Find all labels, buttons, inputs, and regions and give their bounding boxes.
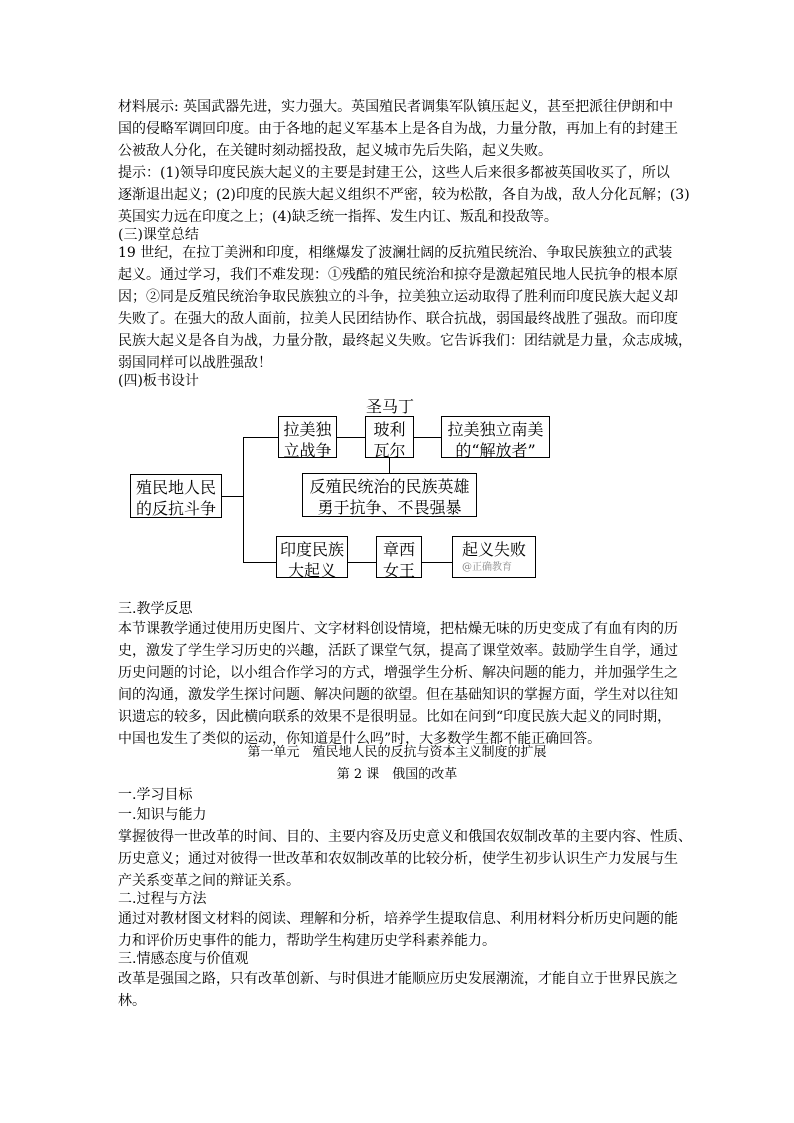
text-line: 通过对教材图文材料的阅读、理解和分析，培养学生提取信息、利用材料分析历史问题的能 — [118, 911, 678, 927]
text-line: 弱国同样可以战胜强敌！ — [118, 355, 272, 371]
text-line: 掌握彼得一世改革的时间、目的、主要内容及历史意义和俄国农奴制改革的主要内容、性质、 — [118, 829, 692, 845]
queen-line-2: 女王 — [382, 561, 415, 580]
unit-title: 第一单元 殖民地人民的反抗与资本主义制度的扩展 — [247, 745, 547, 760]
text-line: 林。 — [118, 993, 146, 1009]
watermark: @正确教育 — [462, 562, 512, 573]
failure-line-1: 起义失败 — [461, 540, 526, 559]
india-line-2: 大起义 — [287, 561, 336, 580]
text-line: 产关系变革之间的辩证关系。 — [118, 873, 300, 889]
connector-line — [243, 437, 278, 438]
text-line: 识遗忘的较多，因此横向联系的效果不是很明显。比如在问到“印度民族大起义的同时期， — [118, 709, 672, 725]
section-heading: 一.知识与能力 — [118, 807, 207, 823]
connector-line — [337, 437, 365, 438]
section-heading: 一.学习目标 — [118, 787, 193, 803]
india-line-1: 印度民族 — [279, 540, 344, 559]
lesson-title: 第 2 课 俄国的改革 — [336, 767, 458, 782]
martin-label: 圣马丁 — [365, 397, 414, 416]
heroes-box — [302, 473, 477, 517]
liberator-box — [441, 416, 550, 458]
text-line: 本节课教学通过使用历史图片、文字材料创设情境，把枯燥无味的历史变成了有血有肉的历 — [118, 621, 678, 637]
text-line: 英国实力远在印度之上；(4)缺乏统一指挥、发生内讧、叛乱和投敌等。 — [118, 209, 558, 225]
connector-line — [348, 562, 376, 563]
text-line: 逐渐退出起义；(2)印度的民族大起义组织不严密，较为松散，各自为战，敌人分化瓦解；(3) — [118, 187, 690, 203]
connector-line — [422, 562, 452, 563]
root-box — [130, 474, 222, 518]
text-line: 历史意义；通过对彼得一世改革和农奴制改革的比较分析，使学生初步认识生产力发展与生 — [118, 851, 678, 867]
text-line: 历史问题的讨论，以小组合作学习的方式，增强学生分析、解决问题的能力，并加强学生之 — [118, 665, 678, 681]
text-line: 19 世纪，在拉丁美洲和印度，相继爆发了波澜壮阔的反抗殖民统治、争取民族独立的武装 — [118, 245, 673, 261]
section-heading: 二.过程与方法 — [118, 891, 207, 907]
text-line: 间的沟通，激发学生探讨问题、解决问题的欲望。但在基础知识的掌握方面，学生对以往知 — [118, 687, 678, 703]
latin-war-line-1: 拉美独 — [283, 420, 332, 439]
text-line: 力和评价历史事件的能力，帮助学生构建历史学科素养能力。 — [118, 933, 496, 949]
liberator-line-2: 的“解放者” — [455, 441, 536, 460]
heroes-line-1: 反殖民统治的民族英雄 — [309, 477, 470, 496]
bolivar-box — [365, 416, 414, 458]
connector-line — [243, 437, 244, 562]
heroes-line-2: 勇于抗争、不畏强暴 — [317, 498, 462, 517]
queen-box — [376, 536, 422, 578]
text-line: 公被敌人分化，在关键时刻动摇投敌，起义城市先后失陷，起义失败。 — [118, 143, 552, 159]
root-box-line-1: 殖民地人民 — [135, 478, 216, 497]
text-line: 因；②同是反殖民统治争取民族独立的斗争，拉美独立运动取得了胜利而印度民族大起义却 — [118, 289, 678, 305]
section-heading: (三)课堂总结 — [118, 227, 199, 243]
text-line: 国的侵略军调回印度。由于各地的起义军基本上是各自为战，力量分散，再加上有的封建王 — [118, 121, 678, 137]
section-heading: 三.情感态度与价值观 — [118, 951, 249, 967]
text-line: 史，激发了学生学习历史的兴趣，活跃了课堂气氛，提高了课堂效率。鼓励学生自学，通过 — [118, 643, 678, 659]
text-line: 民族大起义是各自为战，力量分散，最终起义失败。它告诉我们：团结就是力量，众志成城， — [118, 333, 692, 349]
queen-line-1: 章西 — [382, 540, 415, 559]
text-line: 中国也发生了类似的运动，你知道是什么吗”时，大多数学生都不能正确回答。 — [118, 731, 602, 747]
latin-war-box — [278, 416, 337, 458]
liberator-line-1: 拉美独立南美 — [447, 420, 544, 439]
bolivar-line-2: 瓦尔 — [373, 441, 406, 460]
connector-line — [414, 437, 441, 438]
section-heading: (四)板书设计 — [118, 373, 199, 389]
bolivar-line-1: 玻利 — [373, 420, 406, 439]
text-line: 起义。通过学习，我们不难发现：①残酷的殖民统治和掠夺是激起殖民地人民抗争的根本原 — [118, 267, 678, 283]
connector-line — [222, 496, 244, 497]
text-line: 材料展示: 英国武器先进，实力强大。英国殖民者调集军队镇压起义，甚至把派往伊朗和中 — [118, 99, 674, 115]
text-line: 改革是强国之路，只有改革创新、与时俱进才能顺应历史发展潮流，才能自立于世界民族之 — [118, 971, 678, 987]
connector-line — [243, 562, 276, 563]
root-box-line-2: 的反抗斗争 — [135, 499, 216, 518]
section-heading: 三.教学反思 — [118, 601, 193, 617]
latin-war-line-2: 立战争 — [283, 441, 332, 460]
india-box — [276, 536, 348, 578]
text-line: 失败了。在强大的敌人面前，拉美人民团结协作、联合抗战，弱国最终战胜了强敌。而印度 — [118, 311, 678, 327]
text-line: 提示：(1)领导印度民族大起义的主要是封建王公，这些人后来很多都被英国收买了，所以 — [118, 165, 670, 181]
